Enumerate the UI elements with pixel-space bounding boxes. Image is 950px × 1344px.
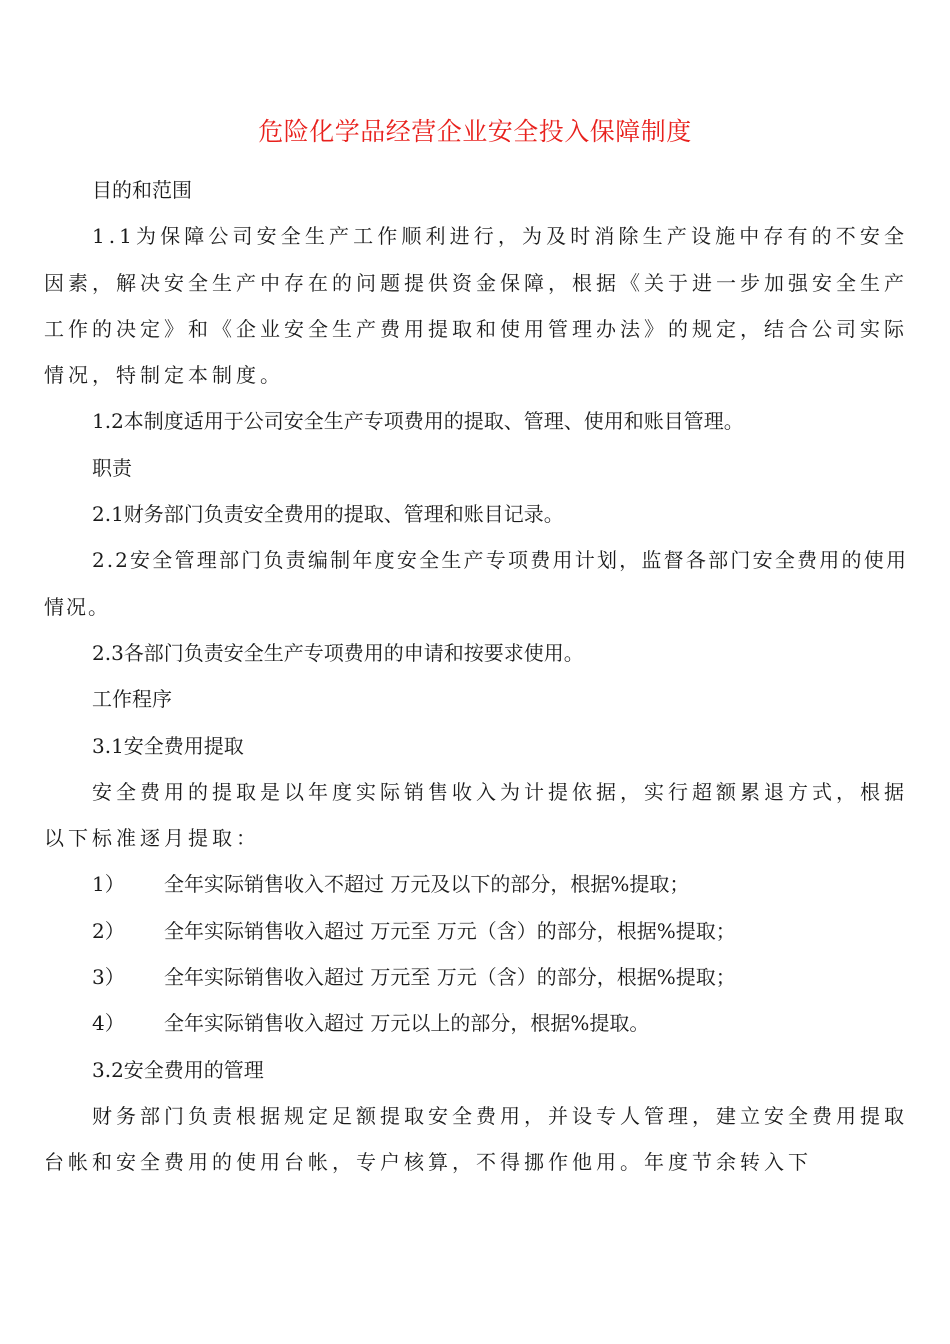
list-item-text: 全年实际销售收入超过 万元至 万元（含）的部分，根据%提取； — [164, 965, 736, 990]
document-title: 危险化学品经营企业安全投入保障制度 — [258, 117, 692, 146]
paragraph-3-1-text: 安全费用的提取是以年度实际销售收入为计提依据，实行超额累退方式，根据以下标准逐月提取： — [44, 779, 908, 851]
list-item — [44, 861, 908, 907]
list-item-number: 1） — [92, 872, 125, 897]
paragraph-1-2: 1.2本制度适用于公司安全生产专项费用的提取、管理、使用和账目管理。 — [92, 409, 744, 434]
list-item — [44, 1000, 908, 1046]
paragraph-2-1: 2.1财务部门负责安全费用的提取、管理和账目记录。 — [92, 502, 564, 527]
section-heading-duties: 职责 — [92, 455, 132, 480]
document-body — [44, 167, 908, 1186]
list-item — [44, 908, 908, 954]
list-item-number: 2） — [92, 918, 125, 943]
paragraph-3-2-heading: 3.2安全费用的管理 — [92, 1057, 264, 1082]
list-item-text: 全年实际销售收入不超过 万元及以下的部分，根据%提取； — [164, 872, 690, 897]
paragraph-1-1: 1.1为保障公司安全生产工作顺利进行，为及时消除生产设施中存有的不安全因素，解决安全生产中存在的问题提供资金保障，根据《关于进一步加强安全生产工作的决定》和《企业安全生产费用提取和使用管理办法》的规定，结合公司实际情况，特制定本制度。 — [44, 224, 908, 388]
section-heading-procedure: 工作程序 — [92, 687, 172, 712]
paragraph-2-3: 2.3各部门负责安全生产专项费用的申请和按要求使用。 — [92, 640, 584, 665]
list-item — [44, 954, 908, 1000]
list-item-number: 3） — [92, 965, 125, 990]
paragraph-3-1-heading: 3.1安全费用提取 — [92, 733, 244, 758]
paragraph-2-2: 2.2安全管理部门负责编制年度安全生产专项费用计划，监督各部门安全费用的使用情况。 — [44, 548, 908, 619]
section-heading-purpose: 目的和范围 — [92, 178, 192, 202]
list-item-text: 全年实际销售收入超过 万元至 万元（含）的部分，根据%提取； — [164, 918, 736, 943]
list-item-text: 全年实际销售收入超过 万元以上的部分，根据%提取。 — [164, 1011, 650, 1036]
paragraph-3-2-text: 财务部门负责根据规定足额提取安全费用，并设专人管理，建立安全费用提取台帐和安全费用的使用台帐，专户核算，不得挪作他用。年度节余转入下 — [44, 1103, 908, 1175]
list-item-number: 4） — [92, 1011, 125, 1036]
